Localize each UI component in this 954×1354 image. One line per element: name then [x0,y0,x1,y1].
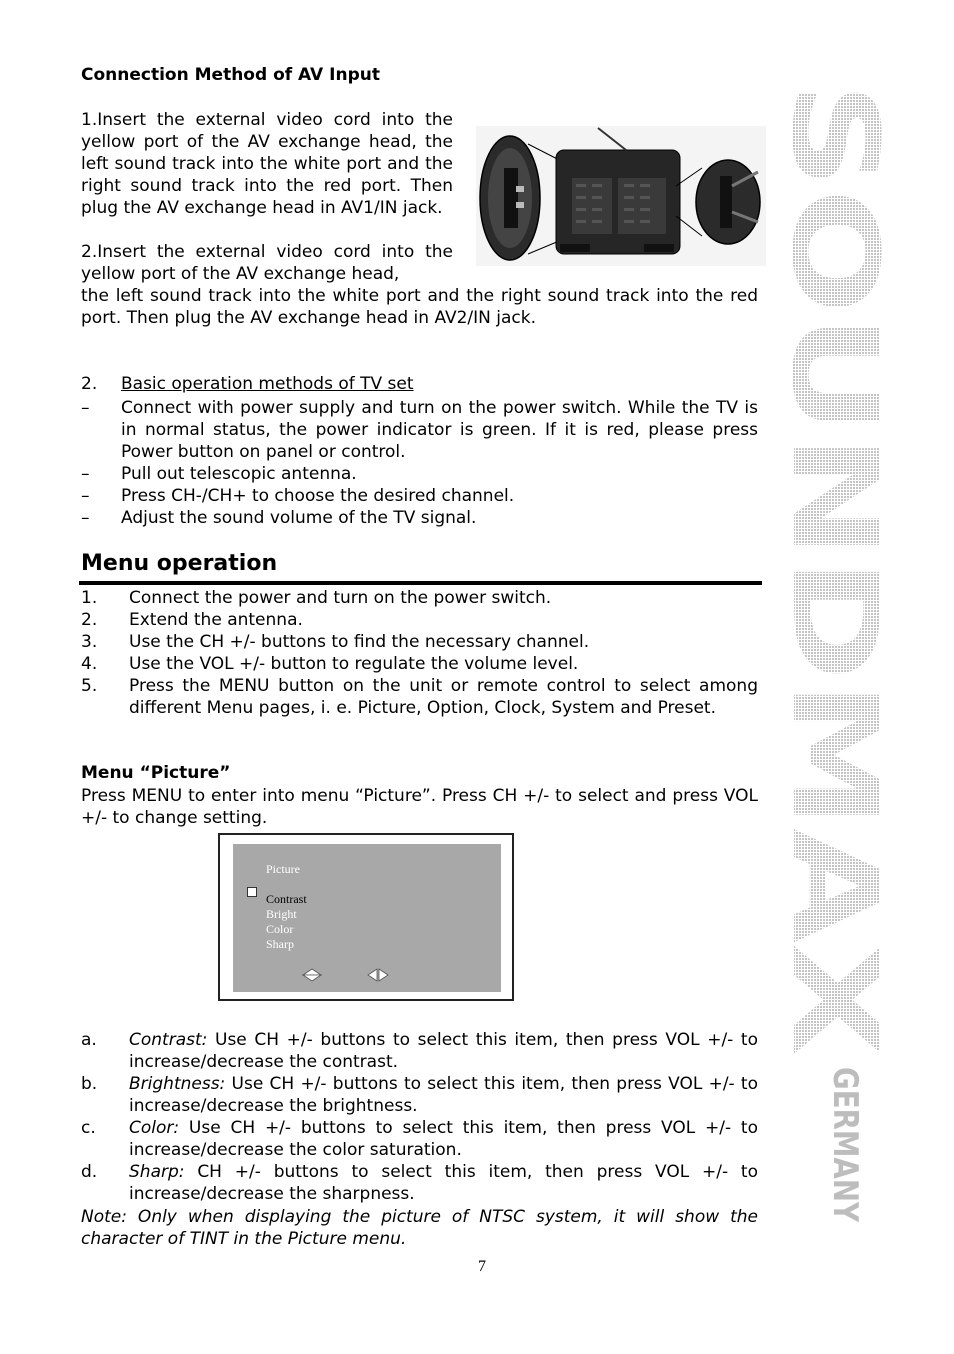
item-description: Use CH +/- buttons to select this item, then press VOL +/- to increase/decrease the brightness. [129,1074,758,1116]
basic-operation-title: Basic operation methods of TV set [121,374,414,394]
picture-menu-screen [218,833,514,1001]
basic-item [81,485,758,507]
screen-panel [233,844,501,992]
basic-item-text: Pull out telescopic antenna. [121,464,357,484]
soundmax-germany-watermark [766,82,904,1258]
screen-item-selected: Contrast [266,892,307,906]
dash-bullet: – [81,486,90,506]
svg-text:SOUNDMAX: SOUNDMAX [766,82,904,860]
item-text [129,1073,758,1117]
step-number: 2. [81,610,98,630]
svg-text:GERMANY: GERMANY [825,1067,865,1258]
basic-operation-heading [81,373,758,395]
item-letter: d. [81,1162,98,1182]
step-number: 3. [81,632,98,652]
page-number: 7 [478,1258,486,1275]
step-text: Press the MENU button on the unit or remote control to select among different Menu pages, i. e. Picture, Option, Clock, System and Preset. [129,676,758,718]
av-paragraph-1: 1.Insert the external video cord into the yellow port of the AV exchange head, the left sound track into the white port and the right sound track into the red port. Then plug the AV exchange head in AV1/IN jack. [81,110,453,218]
menu-step [81,609,758,631]
item-description: CH +/- buttons to select this item, then press VOL +/- to increase/decrease the sharpness. [129,1162,758,1204]
item-text [129,1117,758,1161]
picture-option-item [81,1161,758,1205]
step-text: Use the VOL +/- button to regulate the volume level. [129,654,579,674]
basic-item [81,397,758,463]
dash-bullet: – [81,508,90,528]
menu-step [81,587,758,609]
dash-bullet: – [81,398,90,418]
item-text [129,1161,758,1205]
av-paragraph-2-rest: the left sound track into the white port and the right sound track into the red port. Then plug the AV exchange head in AV2/IN jack. [81,286,758,328]
picture-option-item [81,1073,758,1117]
note-paragraph: Note: Only when displaying the picture of NTSC system, it will show the character of TINT in the Picture menu. [81,1207,758,1249]
screen-title: Picture [266,862,300,876]
screen-item: Sharp [266,937,294,951]
basic-item-text: Adjust the sound volume of the TV signal. [121,508,477,528]
item-term: Contrast: [129,1030,208,1050]
step-text: Extend the antenna. [129,610,303,630]
section-title-av-input: Connection Method of AV Input [81,65,380,85]
step-number: 1. [81,588,98,608]
step-number: 5. [81,676,98,696]
screen-item: Color [266,922,294,936]
heading-rule [79,581,762,585]
step-number: 4. [81,654,98,674]
menu-step [81,631,758,653]
menu-step [81,675,758,719]
menu-operation-heading: Menu operation [81,551,278,576]
item-description: Use CH +/- buttons to select this item, then press VOL +/- to increase/decrease the contrast. [129,1030,758,1072]
item-letter: c. [81,1118,96,1138]
basic-operation-number: 2. [81,374,98,394]
item-term: Color: [129,1118,180,1138]
av-paragraph-2-top: 2.Insert the external video cord into the yellow port of the AV exchange head, [81,242,453,284]
step-text: Connect the power and turn on the power switch. [129,588,552,608]
item-description: Use CH +/- buttons to select this item, then press VOL +/- to increase/decrease the color saturation. [129,1118,758,1160]
menu-picture-heading: Menu “Picture” [81,763,231,783]
menu-picture-intro: Press MENU to enter into menu “Picture”. Press CH +/- to select and press VOL +/- to change setting. [81,786,758,828]
picture-option-item [81,1029,758,1073]
left-right-arrows-icon [367,968,389,982]
basic-item [81,463,758,485]
item-letter: b. [81,1074,98,1094]
item-term: Sharp: [129,1162,185,1182]
basic-item-text: Press CH-/CH+ to choose the desired channel. [121,486,515,506]
item-letter: a. [81,1030,97,1050]
picture-option-item [81,1117,758,1161]
checkbox-icon [247,887,257,897]
basic-item [81,507,758,529]
item-term: Brightness: [129,1074,226,1094]
screen-item: Bright [266,907,297,921]
tv-av-input-illustration [476,126,766,266]
step-text: Use the CH +/- buttons to find the necessary channel. [129,632,590,652]
basic-item-text: Connect with power supply and turn on the power switch. While the TV is in normal status, the power indicator is green. If it is red, please press Power button on panel or control. [121,398,758,462]
menu-step [81,653,758,675]
up-down-arrows-icon [301,968,323,982]
dash-bullet: – [81,464,90,484]
item-text [129,1029,758,1073]
